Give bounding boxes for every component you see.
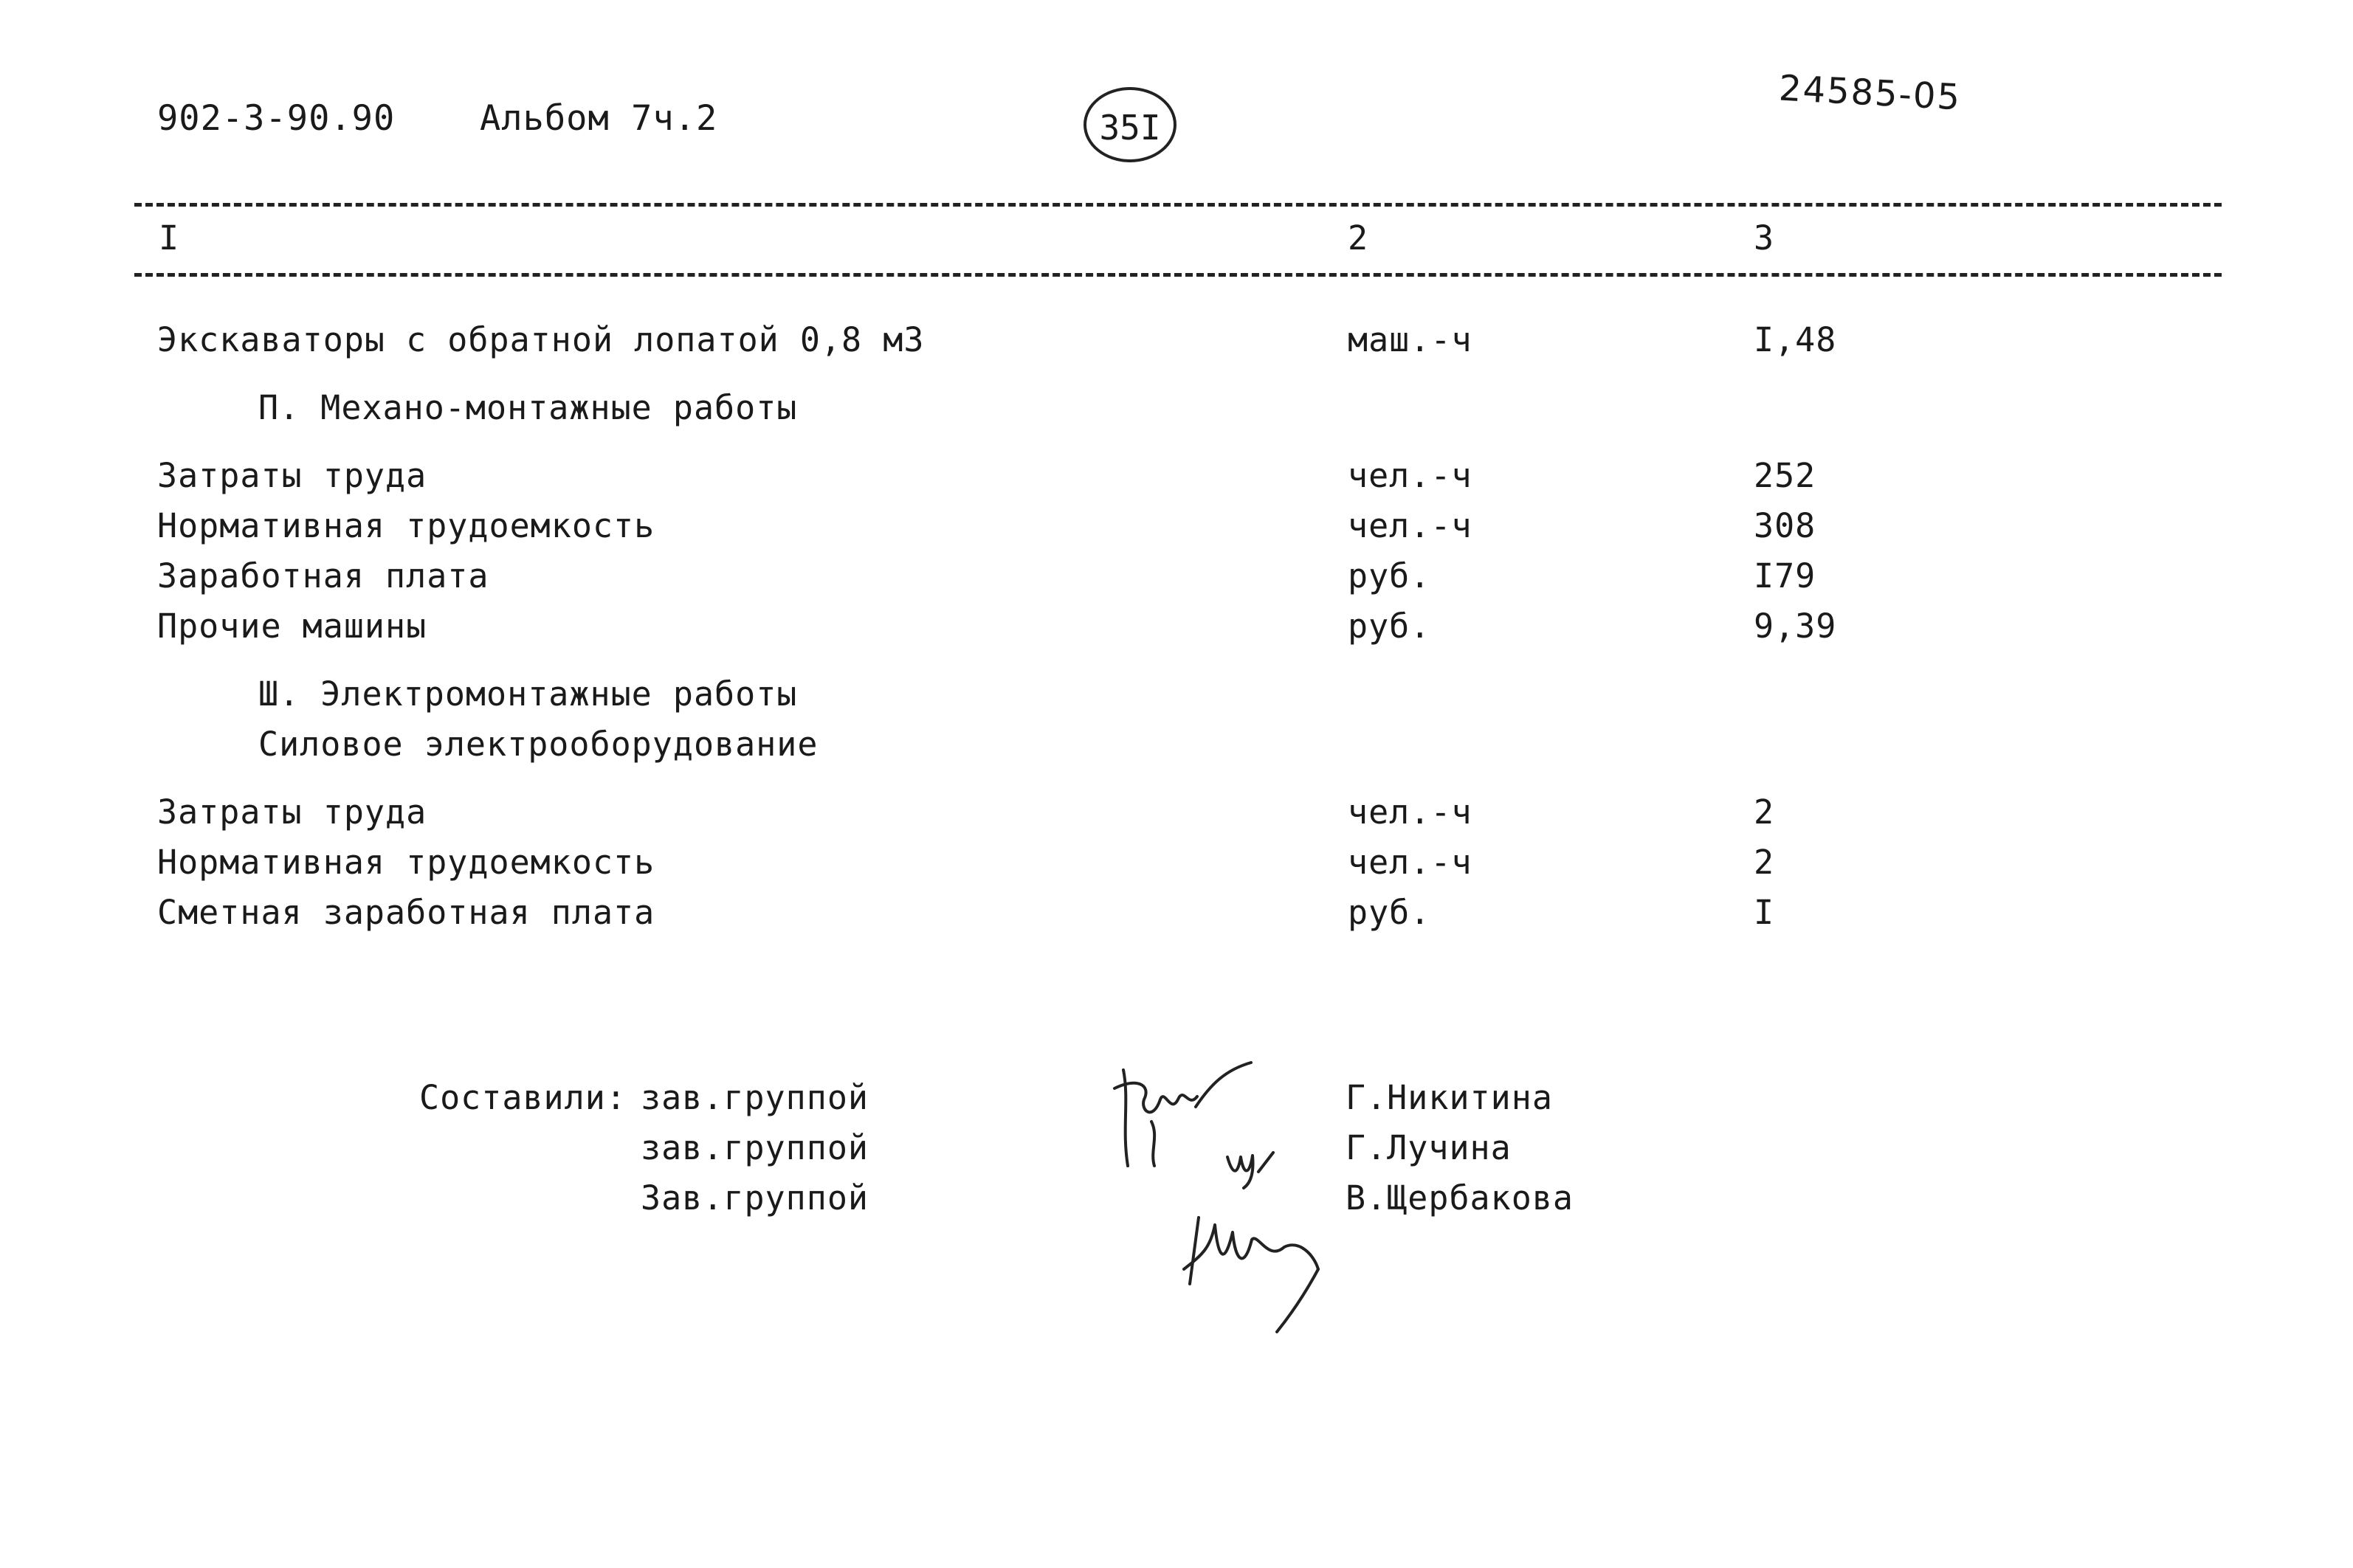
row-unit: чел.-ч [1348, 792, 1472, 832]
row-name: Затраты труда [157, 792, 427, 832]
signer-name: Г.Лучина [1346, 1128, 1512, 1167]
row-unit: руб. [1348, 607, 1431, 646]
row-unit: маш.-ч [1348, 320, 1472, 359]
signature-luchina [1222, 1142, 1288, 1194]
row-name: Прочие машины [157, 607, 427, 646]
handwritten-number: 24585-05 [1777, 67, 1963, 119]
row-value: I [1754, 893, 1775, 932]
row-unit: руб. [1348, 893, 1431, 932]
signer-role: зав.группой [641, 1078, 869, 1117]
top-divider [134, 203, 2222, 207]
page-number-badge [1084, 87, 1176, 162]
signature-shcherbakova [1181, 1203, 1343, 1336]
row-name: Экскаваторы с обратной лопатой 0,8 м3 [157, 320, 925, 359]
row-value: 2 [1754, 843, 1775, 882]
row-name: Заработная плата [157, 556, 489, 595]
row-value: I,48 [1754, 320, 1837, 359]
signer-role: Зав.группой [641, 1178, 869, 1218]
row-value: 2 [1754, 792, 1775, 832]
row-name: Нормативная трудоемкость [157, 506, 655, 545]
row-name: Затраты труда [157, 456, 427, 495]
compiled-by-label: Составили: [419, 1078, 627, 1117]
document-code: 902-3-90.90 [157, 98, 396, 139]
row-name: Нормативная трудоемкость [157, 843, 655, 882]
row-name: Сметная заработная плата [157, 893, 655, 932]
subsection-heading: Силовое электрооборудование [258, 725, 819, 764]
row-unit: руб. [1348, 556, 1431, 595]
column-header-2: 2 [1348, 218, 1369, 258]
row-unit: чел.-ч [1348, 506, 1472, 545]
page-number: 35I [1099, 108, 1161, 148]
column-header-1: I [159, 218, 180, 258]
row-value: I79 [1754, 556, 1816, 595]
column-header-3: 3 [1754, 218, 1775, 258]
signer-name: Г.Никитина [1346, 1078, 1553, 1117]
section-heading: П. Механо-монтажные работы [258, 388, 798, 427]
row-value: 308 [1754, 506, 1816, 545]
row-unit: чел.-ч [1348, 456, 1472, 495]
row-unit: чел.-ч [1348, 843, 1472, 882]
row-value: 252 [1754, 456, 1816, 495]
section-heading: Ш. Электромонтажные работы [258, 674, 798, 714]
signer-name: В.Щербакова [1346, 1178, 1574, 1218]
row-value: 9,39 [1754, 607, 1837, 646]
signer-role: зав.группой [641, 1128, 869, 1167]
album-label: Альбом 7ч.2 [480, 98, 718, 139]
header-divider [134, 273, 2222, 277]
